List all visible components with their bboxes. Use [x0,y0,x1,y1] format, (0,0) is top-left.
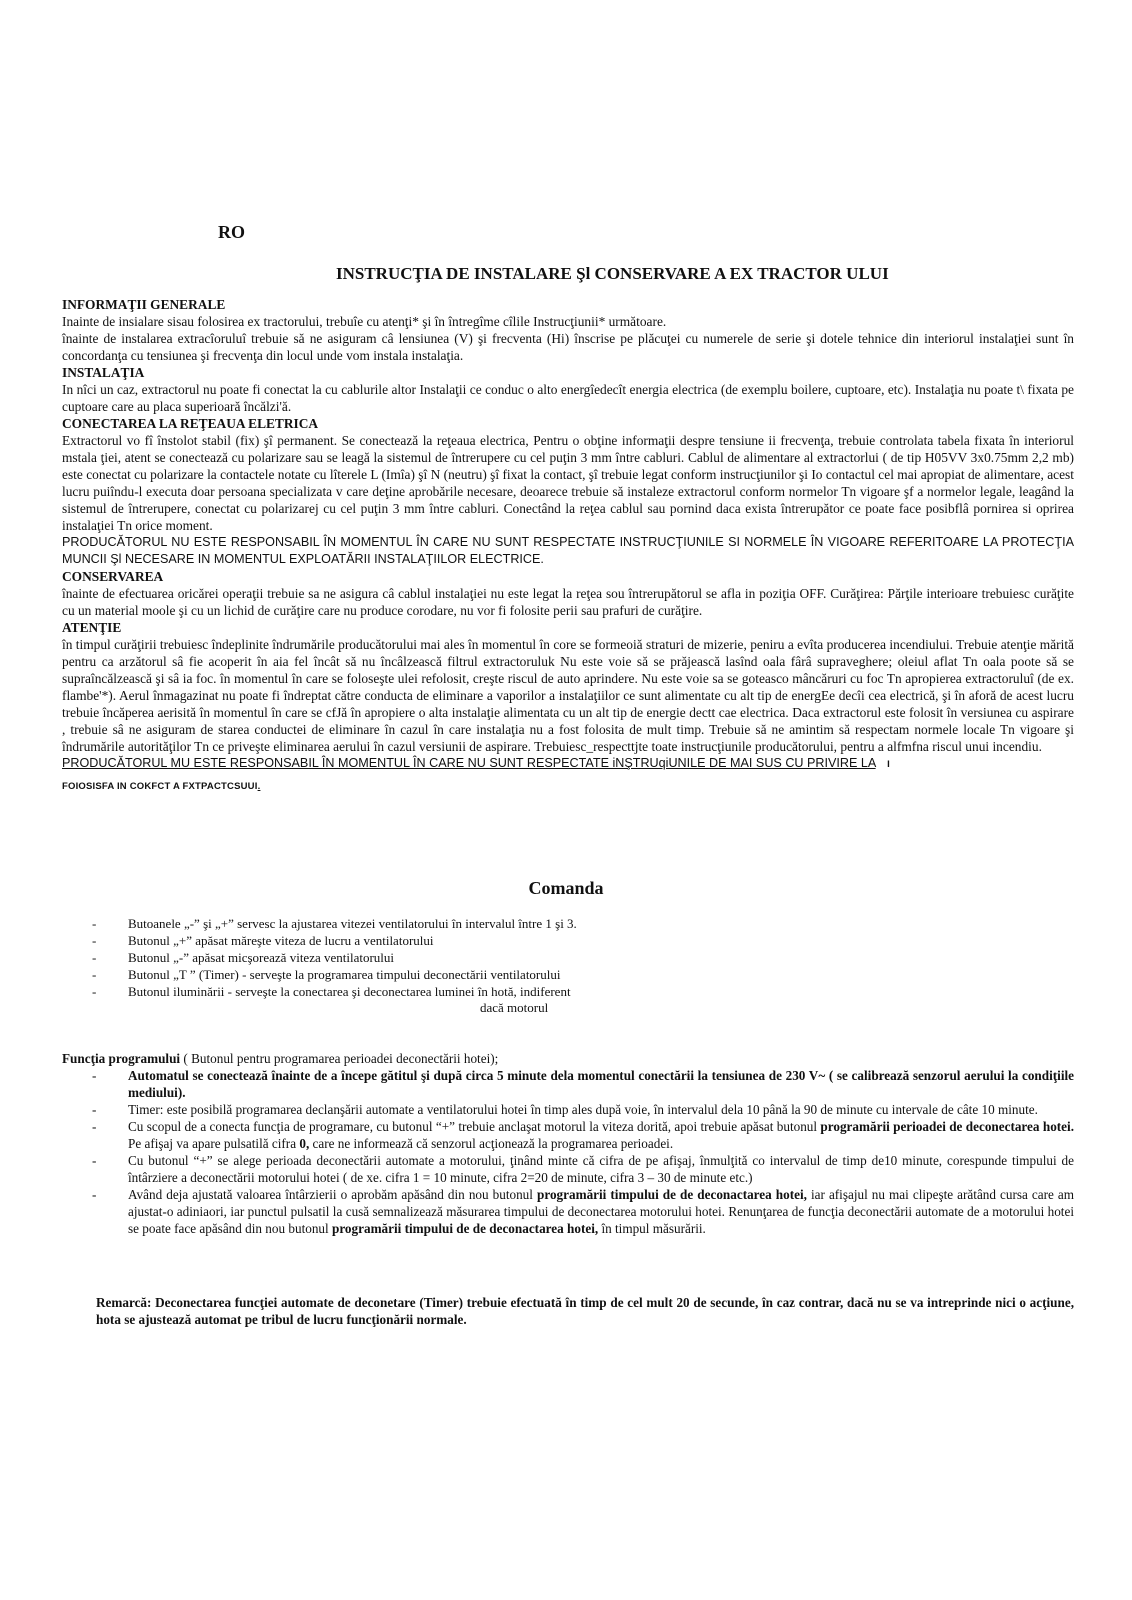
function-item-5d: programării timpului de de deconactarea hotei, [331,1221,599,1236]
function-heading-bold: Funcţia programului [62,1051,181,1066]
list-item [92,949,792,966]
section-heading-general: INFORMAŢII GENERALE [62,297,226,312]
dash-bullet: - [92,1153,97,1168]
section-title-comanda: Comanda [528,878,604,898]
list-item-text: Butoanele „-” şi „+” servesc la ajustarea vitezei ventilatorului în intervalul între 1 şi 3. [128,916,577,931]
function-item-3d: 0, [299,1136,310,1151]
list-item [92,932,792,949]
list-item [92,915,792,932]
network-warning: PRODUCĂTORUL NU ESTE RESPONSABIL ÎN MOMENTUL ÎN CARE NU SUNT RESPECTATE INSTRUCŢIUNILE SI NORMELE ÎN VIGOARE REFERITOARE LA PROTECŢIA MUNCII Şl NECESARE IN MOMENTUL EXPLOATĂRII INSTALAŢIILOR ELECTRICE. [62,535,1074,566]
instructions-body [62,296,1074,795]
list-item [62,1152,1074,1186]
general-paragraph-1: Inainte de insialare sisau folosirea ex tractorului, trebuîe cu atenţi* şi în întregîme cîlile Instrucţiunii* următoare. [62,314,667,329]
list-item-text: Butonul „+” apăsat măreşte viteza de lucru a ventilatorului [128,933,434,948]
function-item-5c: iar afişajul nu mai clipeşte arătând cursa care am ajustat-o adiniaori, iar punctul pulsatil la cusă semnalizează măsurarea timpului de deconectarea motorului hotei. Renunţarea de funcţia deconectării automate de a motorului hotei se poate face apăsând din nou butonul [128,1187,1075,1236]
function-item-5a: Având deja ajustată valoarea întârzierii o aprobăm apăsând din nou butonul [128,1187,537,1202]
function-item-5b: programării timpului de de deconactarea hotei, [537,1187,807,1202]
function-item-1: Automatul se conectează înainte de a începe gătitul şi după circa 5 minute dela momentul conectării la tensiunea de 230 V~ ( se calibrează senzorul aerului la condiţiile mediului). [128,1068,1074,1100]
function-item-4: Cu butonul “+” se alege perioada deconectării automate a motorului, ţinând minte că cifra de pe afişaj, înmulţită co intervalul de timp de10 minute, corespunde timpului de întârziere a deconectării motorului hotei ( de xe. cifra 1 = 10 minute, cifra 2=20 de minute, cifra 3 – 30 de minute etc.) [128,1153,1074,1185]
page-title: INSTRUCŢIA DE INSTALARE Şl CONSERVARE A EX TRACTOR ULUI [336,264,889,283]
function-item-3b: programării perioadei de deconectarea hotei. [820,1119,1074,1134]
function-heading [62,1050,1074,1067]
function-item-2: Timer: este posibilă programarea declanşării automate a ventilatorului hotei în timp ales după voie, în intervalul dela 10 până la 90 de minute cu intervale de câte 10 minute. [128,1102,1038,1117]
dash-bullet: - [92,1187,97,1202]
installation-paragraph: In nîci un caz, extractorul nu poate fi conectat la cu cablurile altor Instalaţii ce conduc o alto energîedecît energia electrica (de exemplu boilere, cuptoare, etc). Instalaţia nu poate t\ fixata pe cuptoare care au placa superioară încălzi'ă. [62,382,1074,414]
dash-bullet: - [92,933,97,948]
language-code: RO [218,222,245,242]
section-heading-network: CONECTAREA LA REŢEAUA ELETRICA [62,416,319,431]
command-list [92,915,792,1000]
function-heading-rest: ( Butonul pentru programarea perioadei deconectării hotei); [180,1051,499,1066]
general-paragraph-2: înainte de instalarea extracîoruluî trebuie să ne asiguram câ lensiunea (V) şi frecventa (Hi) înscrise pe plăcuţei cu numerele de serie şi dotele tehnice din interiorul instalaţiei sunt în concordanţa cu tensiunea şi frecvenţa din locul unde vom instala instalaţia. [62,331,1074,363]
function-list [62,1067,1074,1237]
dash-bullet: - [92,916,97,931]
section-heading-conservation: CONSERVAREA [62,569,164,584]
list-item [62,1067,1074,1101]
list-item [92,983,792,1000]
attention-paragraph: în timpul curăţirii trebuiesc îndeplinite îndrumările producătorului mai ales în momentul în core se formeoiă straturi de mizerie, peniru a evîta producerea incendiului. Trebuie atenţie mărită pentru ca arzătorul sâ fie acoperit în aia fel încât să nu încâlzească filtrul extractoruluk Nu este voie să se prăjească lasînd oala fârâ supraveghere; oleiul aflat Tn oala poote să se supraîncălzească şi sâ ia foc. în momentul în care se foloseşte ulei refolosit, creşte riscul de auto aprindere. Nu este voie sa se goteasco mâncăruri cu foc Tn apropierea extractoruluî (de ex. flambe'*). Aerul înmagazinat nu poate fi îndreptat către conducta de eliminare a vaporilor a instalaţiilor ce sunt alimentate cu alt tip de energEe decîi cea electrică, şi în aforă de acest lucru trebuie încăperea aerisită în momentul în care se cfJă în apropiere o alta instalaţie alimentata cu un alt tip de energie dectt cae electrica. Daca extractorul este folosit în versiunea cu aspirare , trebuie sâ ne asiguram de starea conductei de eliminare în cazul în care instalaţia nu a fost folosita de mult timp. Trebuie să ne amintim să respectam normele locale Tn vigoare şi îndrumările autorităţilor Tn ce priveşte eliminarea aerului în cazul versiunii de aspirare. Trebuiesc_respecttjte toate instrucţiunile producătorului, pentru a alfmfna riscul unui incendiu. [62,637,1074,754]
attention-warning-line2-text: FOIOSISFA IN COKFCT A FXTPACTCSUUI [62,781,258,792]
remark-note: Remarcă: Deconectarea funcţiei automate de deconetare (Timer) trebuie efectuată în timp de cel mult 20 de secunde, în caz contrar, dacă nu se va intreprinde nici o acţiune, hota se ajustează automat pe tribul de lucru funcţionării normale. [96,1295,1074,1327]
command-list-continuation: dacă motorul [480,1000,549,1015]
function-item-3a: Cu scopul de a conecta funcţia de programare, cu butonul “+” trebuie anclaşat motorul la viteza dorită, apoi trebuie apăsat butonul [128,1119,821,1134]
attention-warning [62,755,1074,773]
dash-bullet: - [92,950,97,965]
dash-bullet: - [92,1068,97,1083]
section-heading-installation: INSTALAŢIA [62,365,145,380]
network-paragraph: Extractorul vo fî înstolot stabil (fix) şî permanent. Se conectează la reţeaua electrica, Pentru o obţine informaţii despre tensiune ii frecvenţa, trebuie controlata tabela fixata în interiorul mstala ţiei, atent se conectează cu polarizare sau se leagă la sistemul de întrerupere cu cel puţin 3 mm între cabluri. Cablul de alimentare al extractorlui ( de tip H05VV 3x0.75mm 2,2 mb) este conectat cu polarizare la contactele notate cu lîterele L (Imîa) şî N (neutru) şî fixat la contact, şî trebuie legat conform instrucţiunilor şi Io contactul cel mai apropiat de alimentare, acest lucru puiîndu-l executa doar persoana specializata v care deţine aprobările necesare, deoarece trebuie să instaleze extractorul conform normelor Tn vigoare şf a normelor legale, leagând la sistemul de întrerupere, conectat cu polarizarej cu cel puţin 3 mm între cabluri. Conectând la reţea cablul sau pornind daca exista întrerupător ce poate face posibflâ pornirea si oprirea instalaţiei Tn orice moment. [62,433,1074,533]
attention-warning-tail: I [887,759,890,770]
attention-warning-text: PRODUCĂTORUL MU ESTE RESPONSABIL ÎN MOMENTUL ÎN CARE NU SUNT RESPECTATE iNŞTRUqiUNILE DE MAI SUS CU PRIVIRE LA [62,756,876,770]
list-item [62,1186,1074,1237]
list-item-text: Butonul „-” apăsat micşorează viteza ventilatorului [128,950,395,965]
attention-warning-line2-tail: . [257,781,261,792]
dash-bullet: - [92,967,97,982]
conservation-paragraph: înainte de efectuarea oricărei operaţii trebuie sa ne asigura câ cablul instalaţiei nu este legat la reţea sou întrerupătorul se afla in poziţia OFF. Curăţirea: Părţile interioare trebuiesc curăţite cu un material moole şi cu un lichid de curăţire care nu produce corodare, nu vor fi folosite perii sau prafuri de curăţire. [62,586,1074,618]
section-heading-attention: ATENŢIE [62,620,122,635]
attention-warning-line2 [62,776,1074,795]
list-item [62,1101,1074,1118]
function-item-5e: în timpul măsurării. [598,1221,706,1236]
list-item-text: Butonul iluminării - serveşte la conectarea şi deconectarea luminei în hotă, indiferent [128,984,571,999]
dash-bullet: - [92,1102,97,1117]
dash-bullet: - [92,984,97,999]
function-item-3c: Pe afişaj va apare pulsatilă cifra [128,1136,300,1151]
function-section [62,1050,1074,1237]
list-item [62,1118,1074,1152]
list-item-text: Butonul „T ” (Timer) - serveşte la programarea timpului deconectării ventilatorului [128,967,561,982]
function-item-3e: care ne informează că senzorul acţionează la programarea perioadei. [309,1136,674,1151]
list-item [92,966,792,983]
dash-bullet: - [92,1119,97,1134]
